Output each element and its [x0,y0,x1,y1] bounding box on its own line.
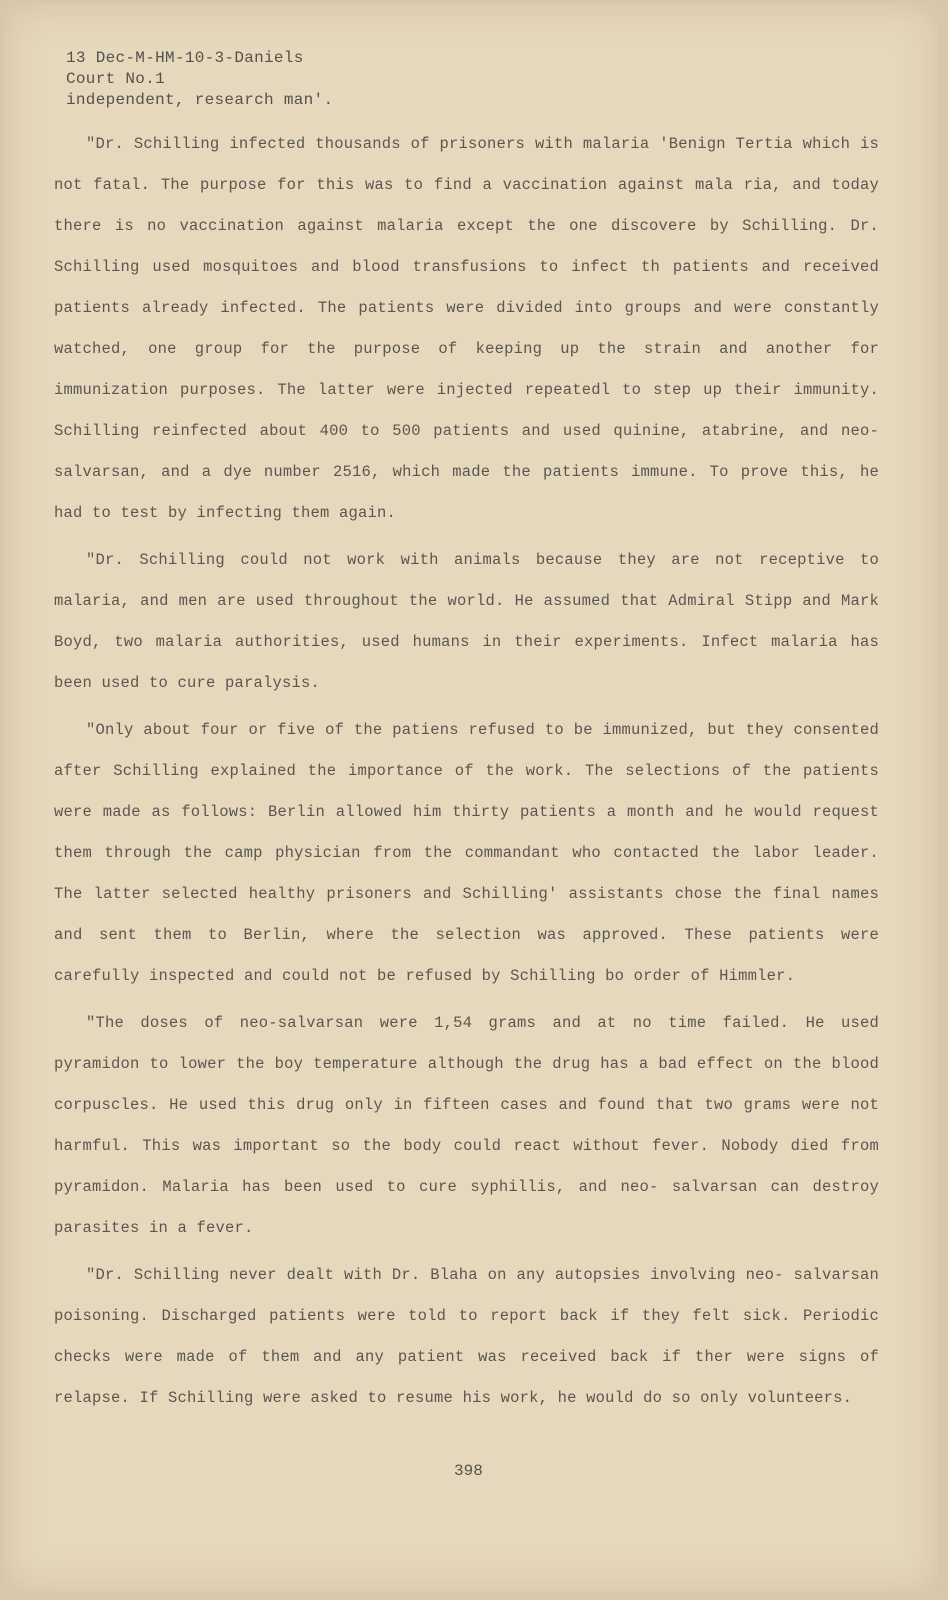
document-body [54,124,879,1425]
paragraph-4: "The doses of neo-salvarsan were 1,54 grams and at no time failed. He used pyramidon to lower the boy temperature although the drug has a bad effect on the blood corpuscles. He used this drug only in fifteen cases and found that two grams were not harmful. This was important so the body could react without fever. Nobody died from pyramidon. Malaria has been used to cure syphillis, and neo- salvarsan can destroy parasites in a fever. [54,1014,879,1237]
header-continuation: independent, research man'. [66,91,334,109]
header-court: Court No.1 [66,70,166,88]
document-page [4,4,938,1592]
document-header [66,48,333,111]
header-reference: 13 Dec-M-HM-10-3-Daniels [66,49,304,67]
paragraph-2: "Dr. Schilling could not work with animals because they are not receptive to malaria, and men are used throughout the world. He assumed that Admiral Stipp and Mark Boyd, two malaria authorities, used humans in their experiments. Infect malaria has been used to cure paralysis. [54,551,879,692]
paragraph-3: "Only about four or five of the patiens refused to be immunized, but they consented after Schilling explained the importance of the work. The selections of the patients were made as follows: Berlin allowed him thirty patients a month and he would request them through the camp physician from the commandant who contacted the labor leader. The latter selected healthy prisoners and Schilling' assistants chose the final names and sent them to Berlin, where the selection was approved. These patients were carefully inspected and could not be refused by Schilling bo order of Himmler. [54,721,879,985]
paragraph-1: "Dr. Schilling infected thousands of prisoners with malaria 'Benign Tertia which is not fatal. The purpose for this was to find a vaccination against mala ria, and today there is no vaccination against malaria except the one discovere by Schilling. Dr. Schilling used mosquitoes and blood transfusions to infect th patients and received patients already infected. The patients were divided into groups and were constantly watched, one group for the purpose of keeping up the strain and another for immunization purposes. The latter were injected repeatedl to step up their immunity. Schilling reinfected about 400 to 500 patients and used quinine, atabrine, and neo-salvarsan, and a dye number 2516, which made the patients immune. To prove this, he had to test by infecting them again. [54,135,879,522]
page-number: 398 [454,1462,483,1480]
paragraph-5: "Dr. Schilling never dealt with Dr. Blaha on any autopsies involving neo- salvarsan poisoning. Discharged patients were told to report back if they felt sick. Periodic checks were made of them and any patient was received back if ther were signs of relapse. If Schilling were asked to resume his work, he would do so only volunteers. [54,1266,879,1407]
